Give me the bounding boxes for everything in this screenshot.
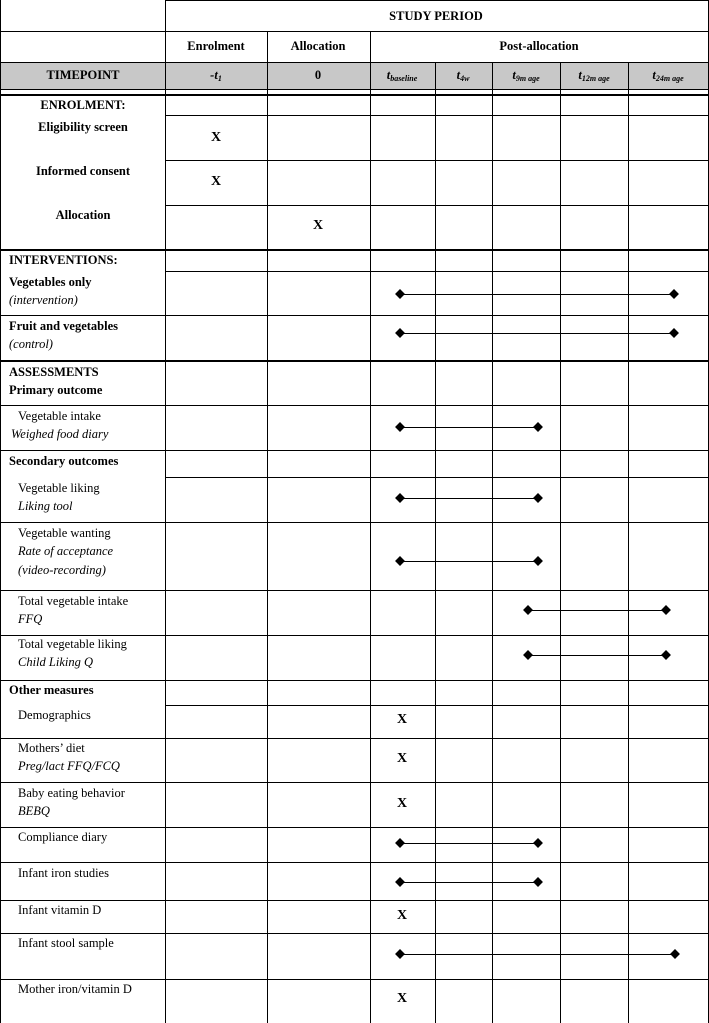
- timepoint-label: TIMEPOINT: [46, 68, 120, 82]
- mark-x: X: [210, 130, 222, 145]
- timepoint-enrolment: $-t_1$: [210, 68, 222, 83]
- col-line-1: [165, 0, 166, 1023]
- enrolment-column-heading: Enrolment: [187, 39, 245, 53]
- section-line-assessments: [0, 360, 709, 362]
- timeline-bar: [400, 843, 538, 844]
- header-line-2: [0, 62, 709, 63]
- timeline-start-marker: [395, 493, 405, 503]
- mark-x: X: [396, 908, 408, 923]
- timeline-end-marker: [661, 650, 671, 660]
- mark-x: X: [312, 218, 324, 233]
- header-line-1: [0, 31, 709, 32]
- border-left: [0, 0, 1, 1023]
- enrolment-section-heading: ENROLMENT:: [40, 98, 126, 112]
- section-line-interventions: [0, 249, 709, 251]
- compliance-diary-label: Compliance diary: [18, 830, 108, 844]
- vegetable-wanting-label: Vegetable wanting: [18, 526, 111, 540]
- row-line: [0, 405, 709, 406]
- timeline-end-marker: [669, 289, 679, 299]
- study-period-heading: STUDY PERIOD: [389, 9, 483, 23]
- baby-eating-behavior-method: BEBQ: [18, 804, 50, 818]
- timeline-end-marker: [533, 493, 543, 503]
- post-allocation-heading: Post-allocation: [499, 39, 579, 53]
- total-vegetable-liking-label: Total vegetable liking: [18, 637, 127, 651]
- row-line: [0, 738, 709, 739]
- fruit-and-vegetables-label: Fruit and vegetables: [9, 319, 119, 333]
- timeline-start-marker: [523, 650, 533, 660]
- vegetable-wanting-method-1: Rate of acceptance: [18, 544, 114, 558]
- col-line-7: [628, 62, 629, 1023]
- timeline-bar: [400, 882, 538, 883]
- timeline-end-marker: [533, 838, 543, 848]
- row-line: [0, 522, 709, 523]
- section-line-enrolment: [0, 94, 709, 96]
- timeline-bar: [400, 954, 675, 955]
- interventions-section-heading: INTERVENTIONS:: [9, 253, 118, 267]
- eligibility-screen-label: Eligibility screen: [38, 120, 128, 134]
- mark-x: X: [396, 796, 408, 811]
- row-line: [165, 115, 709, 116]
- infant-stool-sample-label: Infant stool sample: [18, 936, 114, 950]
- row-line: [165, 477, 709, 478]
- total-vegetable-intake-label: Total vegetable intake: [18, 594, 129, 608]
- col-line-2: [267, 31, 268, 1023]
- row-line: [0, 590, 709, 591]
- vegetable-liking-method: Liking tool: [18, 499, 73, 513]
- col-line-4: [435, 62, 436, 1023]
- vegetable-intake-label: Vegetable intake: [18, 409, 101, 423]
- row-line: [0, 862, 709, 863]
- timepoint-9m: $t_{9m age}$: [512, 68, 540, 83]
- demographics-label: Demographics: [18, 708, 91, 722]
- timeline-start-marker: [395, 328, 405, 338]
- timeline-bar: [400, 561, 538, 562]
- informed-consent-label: Informed consent: [35, 164, 131, 178]
- timeline-start-marker: [395, 949, 405, 959]
- timeline-end-marker: [669, 328, 679, 338]
- timeline-start-marker: [523, 605, 533, 615]
- section-line-other: [0, 680, 709, 681]
- mother-iron-vitamin-d-label: Mother iron/vitamin D: [18, 982, 132, 996]
- timeline-end-marker: [533, 877, 543, 887]
- vegetables-only-label: Vegetables only: [9, 275, 92, 289]
- vegetable-intake-method: Weighed food diary: [11, 427, 109, 441]
- mothers-diet-label: Mothers’ diet: [18, 741, 85, 755]
- col-line-6: [560, 62, 561, 1023]
- row-line: [165, 205, 709, 206]
- row-line: [0, 900, 709, 901]
- col-line-3: [370, 31, 371, 1023]
- timeline-bar: [400, 333, 674, 334]
- primary-outcome-label: Primary outcome: [9, 383, 103, 397]
- allocation-column-heading: Allocation: [290, 39, 346, 53]
- mark-x: X: [396, 712, 408, 727]
- timeline-bar: [528, 655, 666, 656]
- timeline-bar: [400, 427, 538, 428]
- timepoint-12m: $t_{12m age}$: [578, 68, 610, 83]
- mark-x: X: [396, 751, 408, 766]
- fruit-and-vegetables-note: (control): [9, 337, 53, 351]
- timepoint-allocation: 0: [314, 68, 322, 82]
- vegetable-liking-label: Vegetable liking: [18, 481, 100, 495]
- timeline-end-marker: [661, 605, 671, 615]
- total-vegetable-liking-method: Child Liking Q: [18, 655, 94, 669]
- allocation-row-label: Allocation: [55, 208, 111, 222]
- row-line: [0, 315, 709, 316]
- infant-iron-studies-label: Infant iron studies: [18, 866, 109, 880]
- timeline-bar: [400, 498, 538, 499]
- timepoint-24m: $t_{24m age}$: [652, 68, 684, 83]
- mark-x: X: [396, 991, 408, 1006]
- top-line: [165, 0, 709, 1]
- row-line: [0, 635, 709, 636]
- row-line: [0, 827, 709, 828]
- row-line: [165, 705, 709, 706]
- row-line: [165, 271, 709, 272]
- timeline-end-marker: [533, 556, 543, 566]
- assessments-section-heading: ASSESSMENTS: [9, 365, 99, 379]
- mothers-diet-method: Preg/lact FFQ/FCQ: [18, 759, 120, 773]
- vegetables-only-note: (intervention): [9, 293, 78, 307]
- baby-eating-behavior-label: Baby eating behavior: [18, 786, 125, 800]
- mark-x: X: [210, 174, 222, 189]
- row-line: [0, 782, 709, 783]
- timeline-bar: [400, 294, 674, 295]
- total-vegetable-intake-method: FFQ: [18, 612, 43, 626]
- other-measures-label: Other measures: [9, 683, 94, 697]
- infant-vitamin-d-label: Infant vitamin D: [18, 903, 102, 917]
- header-line-3: [0, 89, 709, 90]
- col-line-5: [492, 62, 493, 1023]
- timeline-start-marker: [395, 422, 405, 432]
- timepoint-4w: $t_{4w}$: [456, 68, 470, 83]
- vegetable-wanting-method-2: (video-recording): [18, 563, 106, 577]
- timeline-start-marker: [395, 556, 405, 566]
- timepoint-baseline: $t_{baseline}$: [386, 68, 418, 83]
- timeline-end-marker: [670, 949, 680, 959]
- timeline-bar: [528, 610, 666, 611]
- timeline-start-marker: [395, 838, 405, 848]
- row-line: [0, 979, 709, 980]
- secondary-outcomes-label: Secondary outcomes: [9, 454, 119, 468]
- timeline-end-marker: [533, 422, 543, 432]
- row-line: [0, 450, 709, 451]
- timeline-start-marker: [395, 877, 405, 887]
- timeline-start-marker: [395, 289, 405, 299]
- row-line: [165, 160, 709, 161]
- row-line: [0, 933, 709, 934]
